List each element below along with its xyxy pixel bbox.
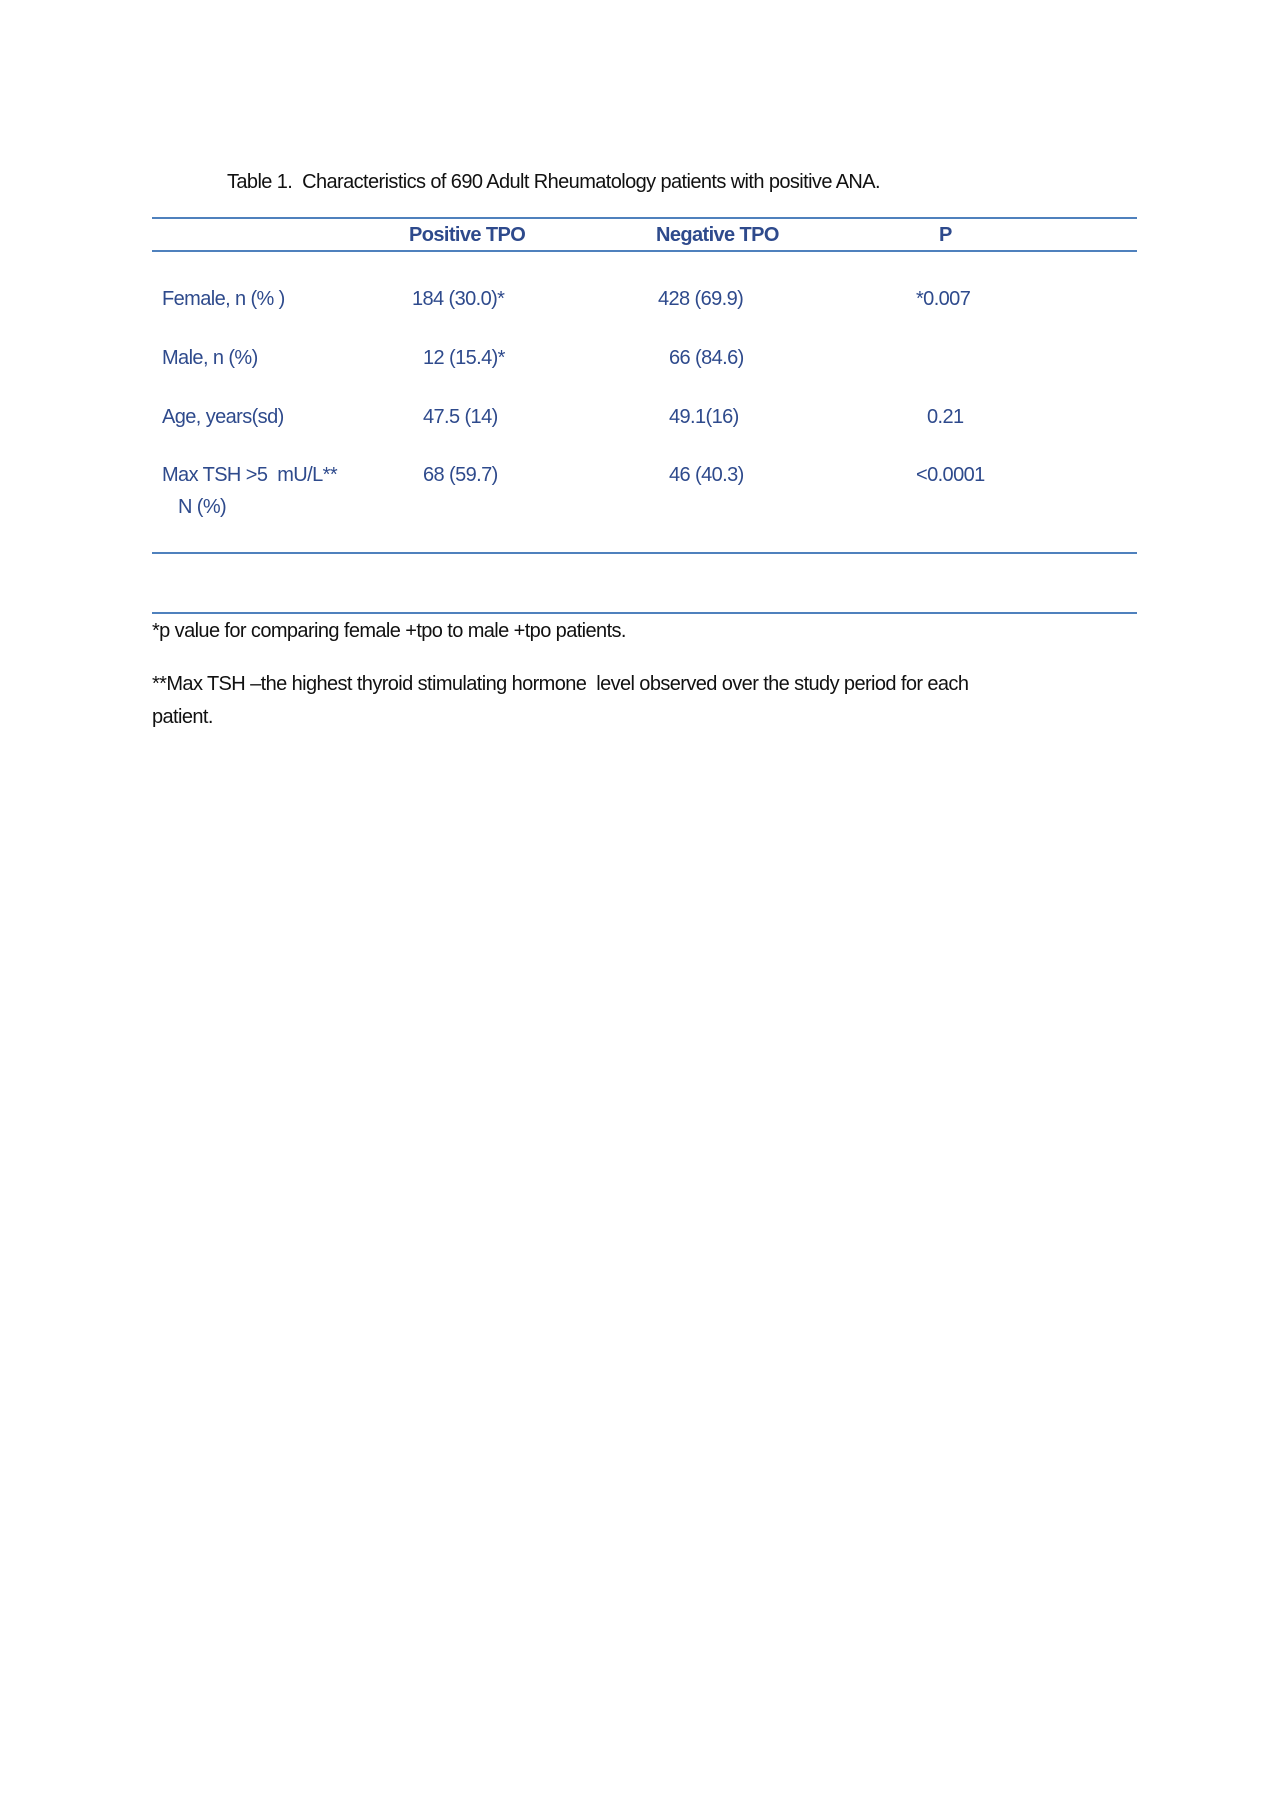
cell-negative: 46 (40.3) [669, 464, 744, 486]
header-positive-tpo: Positive TPO [409, 224, 526, 246]
cell-positive: 68 (59.7) [423, 464, 498, 486]
footnote-max-tsh: **Max TSH –the highest thyroid stimulating hormone level observed over the study period for each [152, 673, 969, 695]
row-label: Female, n (% ) [162, 288, 285, 310]
row-label: Age, years(sd) [162, 406, 284, 428]
row-label: Max TSH >5 mU/L** [162, 464, 338, 486]
footnote-p-value: *p value for comparing female +tpo to male +tpo patients. [152, 620, 626, 642]
cell-p: 0.21 [927, 406, 964, 428]
table-extra-rule [152, 612, 1137, 614]
row-label: Male, n (%) [162, 347, 258, 369]
header-negative-tpo: Negative TPO [656, 224, 779, 246]
footnote-max-tsh-cont: patient. [152, 706, 213, 728]
cell-positive: 184 (30.0)* [412, 288, 505, 310]
cell-p: *0.007 [916, 288, 971, 310]
header-p: P [939, 224, 952, 246]
cell-negative: 66 (84.6) [669, 347, 744, 369]
cell-positive: 12 (15.4)* [423, 347, 505, 369]
table-bottom-rule [152, 552, 1137, 554]
cell-negative: 428 (69.9) [658, 288, 744, 310]
header-bottom-rule [152, 250, 1137, 252]
row-label-line2: N (%) [178, 496, 227, 518]
cell-positive: 47.5 (14) [423, 406, 498, 428]
table-top-rule [152, 217, 1137, 219]
table-caption: Table 1. Characteristics of 690 Adult Rheumatology patients with positive ANA. [227, 171, 880, 193]
cell-p: <0.0001 [916, 464, 985, 486]
cell-negative: 49.1(16) [669, 406, 739, 428]
